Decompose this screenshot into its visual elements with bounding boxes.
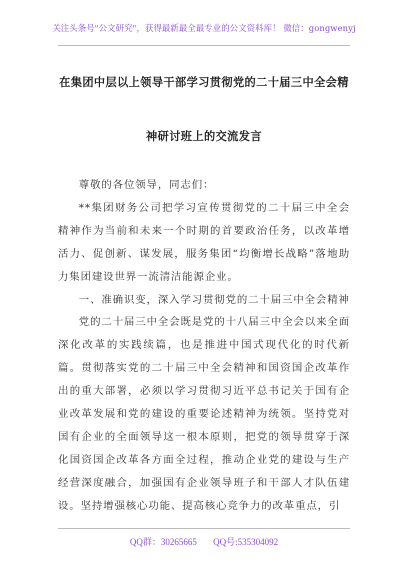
footer-qq-number: QQ号:535304092 <box>213 537 279 547</box>
section-heading: 一、准确识变，深入学习贯彻党的二十届三中全会精神 <box>78 293 350 306</box>
document-body <box>58 174 350 518</box>
document-title-line-2: 神研讨班上的交流发言 <box>146 129 262 143</box>
header-divider <box>58 45 350 46</box>
document-title-line-1: 在集团中层以上领导干部学习贯彻党的二十届三中全会精 <box>59 75 349 89</box>
footer-qq-group: QQ群：30265665 <box>129 537 197 547</box>
footer-contact <box>0 535 408 548</box>
body-paragraph: 党的二十届三中全会既是党的十八届三中全会以来全面深化改革的实践续篇，也是推进中国式现代化的时代新篇。贯彻落实党的二十届三中全会精神和国资国企改革作出的重大部署，必须以学习贯彻习近平总书记关于国有企业改革发展和党的建设的重要论述精神为统领。坚持党对国有企业的全面领导这一根本原则，把党的领导贯穿于深化国资国企改革各方面全过程，推动企业党的建设与生产经营深度融合，加强国有企业领导班子和干部人才队伍建设。坚持增强核心功能、提高核心竞争力的改革重点，引 <box>58 316 350 512</box>
footer-divider <box>58 528 350 529</box>
body-paragraph: **集团财务公司把学习宣传贯彻党的二十届三中全会精神作为当前和未来一个时期的首要政治任务，以改革增活力、促创新、谋发展，服务集团“均衡增长战略”落地助力集团建设世界一流清洁能源企业。 <box>58 201 350 283</box>
header-notice: 关注头条号"公文研究"，获得最新最全最专业的公文资料库！ 微信：gongwenyj <box>52 23 356 33</box>
salutation: 尊敬的各位领导，同志们： <box>78 179 215 191</box>
